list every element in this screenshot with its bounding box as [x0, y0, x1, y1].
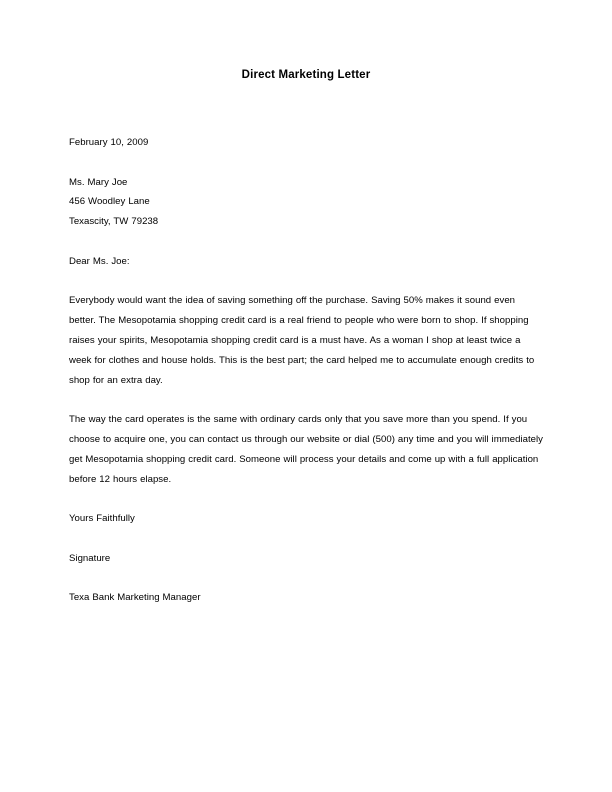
spacer-after-salutation: [69, 272, 543, 292]
spacer-after-date: [69, 153, 543, 173]
body-paragraph-2: The way the card operates is the same with ordinary cards only that you save more than you spend. If you choose to acquire one, you can contact us through our website or dial (500) any time and you will immediately get Mesopotamia shopping credit card. Someone will process your details and come up with a full application before 12 hours elapse.: [69, 414, 543, 485]
closing-block: [69, 509, 543, 608]
spacer-after-closing: [69, 529, 543, 549]
salutation: Dear Ms. Joe:: [69, 255, 130, 267]
spacer-after-signature: [69, 569, 543, 589]
spacer-after-address: [69, 232, 543, 252]
letter-date: February 10, 2009: [69, 137, 149, 148]
closing-salutation: Yours Faithfully: [69, 513, 135, 525]
sender-title: Texa Bank Marketing Manager: [69, 592, 201, 604]
letter-body: [69, 133, 543, 608]
recipient-name: Ms. Mary Joe: [69, 176, 128, 188]
signature-label: Signature: [69, 552, 111, 564]
recipient-address-block: [69, 173, 543, 232]
body-paragraph-1: Everybody would want the idea of saving something off the purchase. Saving 50% makes it sound even better. The Mesopotamia shopping credit card is a real friend to people who were born to shop. If shopping raises your spirits, Mesopotamia shopping credit card is a must have. As a woman I shop at least twice a week for clothes and house holds. This is the best part; the card helped me to accumulate enough credits to shop for an extra day.: [69, 295, 535, 386]
spacer-between-paragraphs: [69, 390, 543, 410]
recipient-city-state-zip: Texascity, TW 79238: [69, 216, 159, 228]
page-title: Direct Marketing Letter: [241, 69, 371, 81]
spacer-before-closing: [69, 489, 543, 509]
recipient-street: 456 Woodley Lane: [69, 196, 150, 208]
